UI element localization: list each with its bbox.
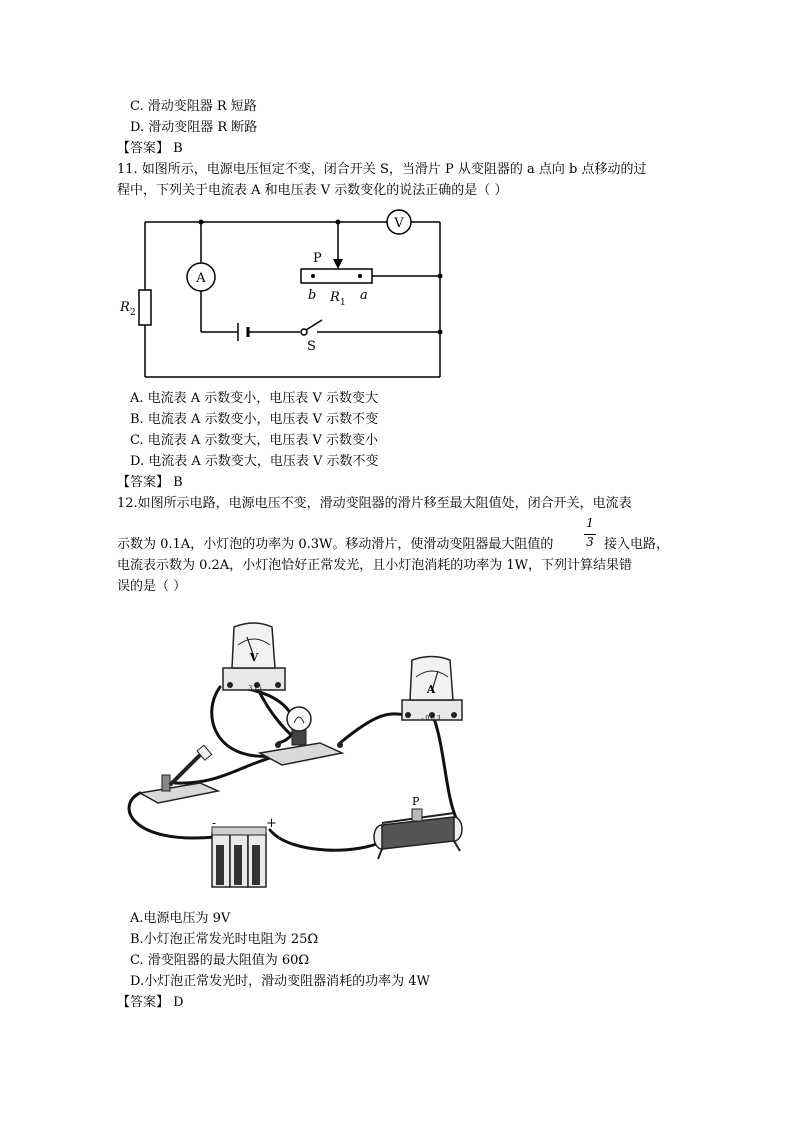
q10-answer: 【答案】 B bbox=[117, 141, 183, 156]
ammeter-terminal-labels: - 0.6 3 bbox=[421, 715, 441, 722]
q11-circuit-diagram bbox=[110, 205, 450, 385]
q11-option-d: D. 电流表 A 示数变大，电压表 V 示数不变 bbox=[130, 454, 379, 469]
ammeter-dial-label: A bbox=[426, 683, 436, 696]
battery-plus: + bbox=[266, 816, 277, 831]
q10-option-c: C. 滑动变阻器 R 短路 bbox=[130, 99, 257, 114]
q10-option-d: D. 滑动变阻器 R 断路 bbox=[130, 120, 258, 135]
q12-stem-line1: 12.如图所示电路，电源电压不变，滑动变阻器的滑片移至最大阻值处，闭合开关，电流表 bbox=[117, 496, 632, 511]
rheostat-end-a bbox=[358, 274, 362, 278]
rheostat-end-b bbox=[311, 274, 315, 278]
q11-answer: 【答案】 B bbox=[117, 475, 183, 490]
battery-icon bbox=[238, 323, 248, 341]
rheostat-slider-label: P bbox=[412, 795, 420, 808]
q12-circuit-photo bbox=[120, 615, 480, 895]
switch-label: S bbox=[307, 339, 316, 354]
voltmeter-terminal-labels: 3 15 bbox=[248, 685, 262, 692]
end-a-label: a bbox=[360, 288, 368, 303]
q12-option-b: B.小灯泡正常发光时电阻为 25Ω bbox=[130, 932, 319, 947]
q11-stem-line1: 11. 如图所示，电源电压恒定不变，闭合开关 S，当滑片 P 从变阻器的 a 点向 b 点移动的过 bbox=[117, 162, 647, 177]
fraction-numerator: 1 bbox=[586, 516, 594, 530]
rheostat-device bbox=[374, 809, 462, 859]
q12-stem-line4: 误的是（ ） bbox=[117, 579, 187, 594]
switch-device bbox=[140, 745, 218, 803]
battery-minus: - bbox=[212, 816, 217, 830]
r1-subscript: 1 bbox=[340, 298, 346, 308]
r2-subscript: 2 bbox=[130, 308, 136, 318]
end-b-label: b bbox=[308, 288, 317, 303]
resistor-r2 bbox=[139, 290, 151, 325]
r2-letter: R bbox=[120, 300, 130, 315]
q11-option-a: A. 电流表 A 示数变小，电压表 V 示数变大 bbox=[130, 391, 378, 406]
q11-option-c: C. 电流表 A 示数变大，电压表 V 示数变小 bbox=[130, 433, 379, 448]
q11-option-b: B. 电流表 A 示数变小，电压表 V 示数不变 bbox=[130, 412, 379, 427]
q12-stem-line3: 电流表示数为 0.2A，小灯泡恰好正常发光，且小灯泡消耗的功率为 1W，下列计算结果错 bbox=[117, 558, 632, 573]
r1-letter: R bbox=[330, 290, 340, 305]
battery-pack bbox=[212, 827, 266, 887]
ammeter-label: A bbox=[196, 271, 206, 286]
q12-option-a: A.电源电压为 9V bbox=[130, 911, 231, 926]
q12-option-d: D.小灯泡正常发光时，滑动变阻器消耗的功率为 4W bbox=[130, 974, 430, 989]
q12-answer: 【答案】 D bbox=[117, 995, 184, 1010]
q11-stem-line2: 程中，下列关于电流表 A 和电压表 V 示数变化的说法正确的是（ ） bbox=[117, 183, 508, 198]
slider-label: P bbox=[313, 251, 322, 266]
fraction-denominator: 3 bbox=[586, 535, 594, 549]
q12-stem-line2a: 示数为 0.1A，小灯泡的功率为 0.3W。移动滑片，使滑动变阻器最大阻值的 bbox=[117, 537, 554, 552]
q12-stem-line2b: 接入电路， bbox=[604, 537, 670, 552]
q12-option-c: C. 滑变阻器的最大阻值为 60Ω bbox=[130, 953, 310, 968]
voltmeter-dial-label: V bbox=[249, 651, 259, 664]
voltmeter-label: V bbox=[394, 216, 404, 231]
